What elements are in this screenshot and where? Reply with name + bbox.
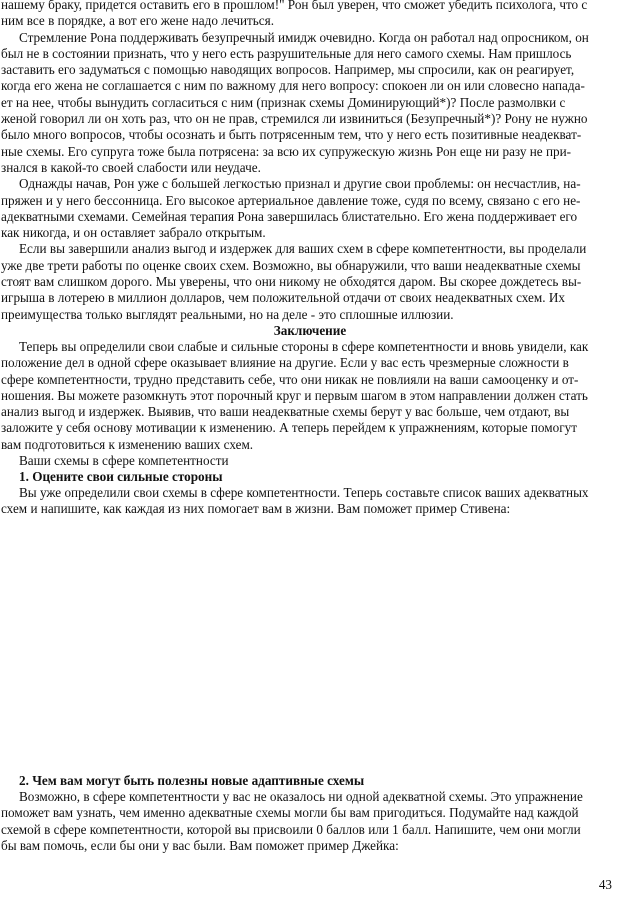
exercise-1-heading: 1. Оцените свои сильные стороны	[19, 469, 223, 484]
text-line: женой говорил ли он хоть раз, что он не прав, стремился ли извиниться (Безупречный*)? Рону не нужно	[1, 111, 588, 127]
text-line: уже две трети работы по оценке своих схем. Возможно, вы обнаружили, что ваши неадекватные схемы	[1, 257, 581, 273]
text-line: поможет вам узнать, чем именно адекватные схемы могли бы вам пригодиться. Подумайте над каждой	[1, 805, 579, 821]
text-line: схемой в сфере компетентности, которой вы присвоили 0 баллов или 1 балл. Напишите, чем они могли	[1, 821, 581, 837]
text-line: знался в какой-то своей слабости или неудаче.	[1, 159, 261, 175]
text-line: пряжен и у него бессонница. Его высокое артериальное давление тоже, судя по всему, связано с его не-	[1, 192, 581, 208]
text-line: было много вопросов, чтобы осознать и быть потрясенным тем, что у него есть позитивные неадекват-	[1, 127, 582, 143]
text-line: был не в состоянии признать, что у него есть разрушительные для него самого схемы. Нам пришлось	[1, 45, 572, 61]
text-line: вам подготовиться к изменению ваших схем.	[1, 436, 254, 452]
text-line: положение дел в одной сфере оказывает влияние на другие. Если у вас есть чрезмерные сложности в	[1, 355, 569, 371]
intro-text-block	[0, 0, 620, 323]
text-line: как никогда, и он оставляет забрало открытым.	[1, 225, 266, 241]
text-line: преимущества только выглядят реальными, но на деле - это сплошные иллюзии.	[1, 306, 454, 322]
text-line: ет на нее, чтобы вынудить согласиться с ним (признак схемы Доминирующий*)? После размолвки с	[1, 94, 566, 110]
text-line: игрыша в лотерею в миллион долларов, чем положительной отдачи от своих неадекватных схем. Их	[1, 290, 565, 306]
text-line: когда его жена не соглашается с ним по важному для него вопросу: спокоен ли он или словесно напада-	[1, 78, 585, 94]
exercise-2-text-block	[0, 789, 620, 854]
text-line: Ваши схемы в сфере компетентности	[19, 453, 229, 469]
text-line: ношения. Вы можете разомкнуть этот порочный круг и первым шагом в этом направлении должен стать	[1, 387, 588, 403]
conclusion-heading: Заключение	[273, 323, 347, 338]
text-line: ним все в порядке, а вот его жене надо лечиться.	[1, 13, 275, 29]
exercise-2-heading: 2. Чем вам могут быть полезны новые адаптивные схемы	[19, 773, 365, 788]
text-line: анализ выгод и издержек. Выявив, что ваши неадекватные схемы берут у вас больше, чем отдают, вы	[1, 404, 570, 420]
text-line: заложите у себя основу мотивации к изменению. А теперь перейдем к упражнениям, которые помогут	[1, 420, 577, 436]
conclusion-text-block	[0, 339, 620, 469]
text-line: Если вы завершили анализ выгод и издержек для ваших схем в сфере компетентности, вы проделали	[19, 241, 587, 257]
text-line: адекватными схемами. Семейная терапия Рона завершилась блистательно. Его жена поддерживает его	[1, 208, 578, 224]
text-line: Теперь вы определили свои слабые и сильные стороны в сфере компетентности и вновь увидели, как	[19, 339, 589, 354]
text-line: Однажды начав, Рон уже с большей легкостью признал и другие свои проблемы: он несчастлив, на-	[19, 176, 581, 192]
exercise-1-text-block	[0, 485, 620, 518]
text-line: заставить его задуматься с помощью наводящих вопросов. Например, мы спросили, как он реагирует,	[1, 62, 575, 78]
text-line: ные схемы. Его супруга тоже была потрясена: за всю их супружескую жизнь Рон еще ни разу не при-	[1, 143, 572, 159]
text-line: нашему браку, придется оставить его в прошлом!" Рон был уверен, что сможет убедить психолога, что с	[1, 0, 588, 12]
text-line: сфере компетентности, трудно представить себе, что они никак не повлияли на ваши самооценку и от-	[1, 371, 579, 387]
page-number: 43	[598, 877, 612, 892]
text-line: Стремление Рона поддерживать безупречный имидж очевидно. Когда он работал над опросником, он	[19, 29, 589, 45]
text-line: стоят вам слишком дорого. Мы уверены, что они никому не обходятся даром. Вы скорее дождетесь вы-	[1, 274, 582, 290]
text-line: бы вам помочь, если бы они у вас были. Вам поможет пример Джейка:	[1, 837, 399, 853]
text-line: Вы уже определили свои схемы в сфере компетентности. Теперь составьте список ваших адекватных	[19, 485, 589, 500]
text-line: схем и напишите, как каждая из них помогает вам в жизни. Вам поможет пример Стивена:	[1, 501, 511, 517]
text-line: Возможно, в сфере компетентности у вас не оказалось ни одной адекватной схемы. Это упражнение	[19, 789, 583, 804]
